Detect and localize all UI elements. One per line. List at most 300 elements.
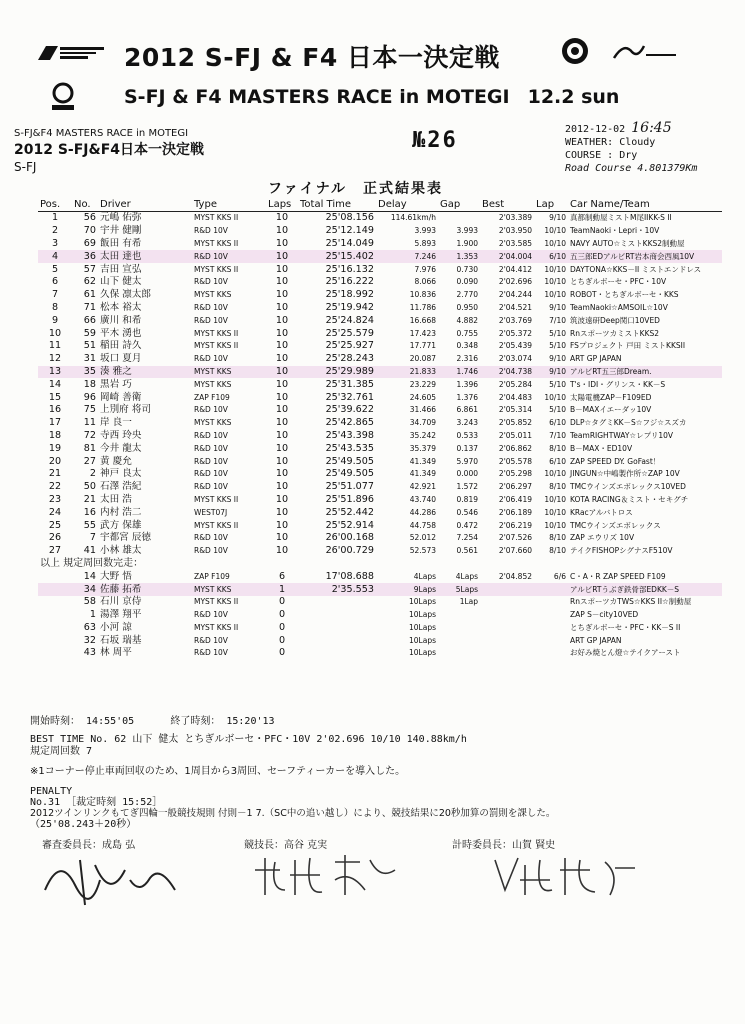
cell-lap: 10/10 [544, 469, 566, 479]
cell-total-time: 25'25.579 [325, 327, 374, 339]
cell-car-team: 真都制動屋ミストM尾IIKK-S II [570, 213, 672, 223]
cell-best: 2'06.862 [498, 443, 532, 453]
cell-pos-empty [38, 596, 72, 609]
cell-car-team: 太陽電機ZAP－F109ED [570, 392, 652, 402]
cell-total-time: 25'31.385 [325, 378, 374, 390]
table-row [38, 353, 722, 366]
cell-laps: 10 [275, 442, 289, 454]
cell-lap: 10/10 [544, 507, 566, 517]
cell-no: 43 [83, 647, 96, 659]
cell-lap [534, 622, 568, 635]
cell-driver: 宇都宮 辰徳 [100, 532, 152, 544]
cell-car-team: KOTA RACING＆ミスト・セキグチ [570, 494, 689, 504]
cell-delay: 42.921 [409, 482, 436, 492]
results-table [38, 198, 722, 660]
cell-best: 2'07.660 [498, 546, 532, 556]
cell-total-time: 25'42.865 [325, 417, 374, 429]
cell-lap: 10/10 [544, 392, 566, 402]
cell-driver: 石坂 瑞基 [100, 634, 142, 646]
table-row [38, 327, 722, 340]
table-row-nc [38, 634, 722, 647]
penalty-line1: No.31 ［裁定時刻 15:52］ [30, 797, 163, 808]
cell-driver: 廣川 和希 [100, 314, 142, 326]
cell-type: MYST KKS II [194, 597, 239, 607]
cell-type: R&D 10V [194, 546, 228, 556]
cell-pos: 8 [51, 301, 59, 313]
cell-lap [534, 583, 568, 596]
cell-delay: 31.466 [409, 405, 436, 415]
cell-laps: 10 [275, 263, 289, 275]
table-row [38, 506, 722, 519]
cell-lap [534, 647, 568, 660]
col-gap: Gap [438, 198, 480, 212]
table-row [38, 442, 722, 455]
cell-lap: 10/10 [544, 264, 566, 274]
cell-driver: 今井 龍太 [100, 442, 142, 454]
cell-no: 36 [72, 250, 98, 263]
end-label: 終了時刻： [170, 716, 221, 727]
cell-type: MYST KKS [194, 418, 232, 428]
cell-total-time: 25'39.622 [325, 404, 374, 416]
cell-pos: 21 [48, 468, 62, 480]
cell-total-time: 25'43.398 [325, 429, 374, 441]
cell-laps: 10 [275, 225, 289, 237]
cell-car-team: FSプロジェクト 戸田 ミストKKSII [570, 341, 686, 351]
table-row-nc [38, 647, 722, 660]
cell-gap: 1Lap [459, 597, 478, 607]
cell-gap: 1.376 [456, 392, 478, 402]
cell-best: 2'04.852 [498, 571, 532, 581]
info-time-handwritten: 16:45 [631, 120, 672, 136]
cell-best: 2'05.372 [498, 328, 532, 338]
table-row [38, 212, 722, 225]
cell-lap: 10/10 [544, 277, 566, 287]
safety-car-note: ※1コーナー停止車両回収のため、1周目から3周回、セーフティーカーを導入した。 [30, 766, 406, 777]
cell-pos: 6 [51, 276, 59, 288]
cell-total-time: 26'00.168 [325, 532, 374, 544]
cell-no: 32 [83, 634, 96, 646]
cell-best [480, 634, 534, 647]
cell-type: R&D 10V [194, 277, 228, 287]
col-delay: Delay [376, 198, 438, 212]
col-pos: Pos. [38, 198, 72, 212]
mosc-logo [610, 40, 680, 62]
cell-lap: 6/6 [553, 571, 566, 581]
cell-laps: 10 [275, 404, 289, 416]
cell-type: MYST KKS II [194, 622, 239, 632]
cell-lap: 5/10 [549, 405, 566, 415]
cell-laps: 10 [275, 301, 289, 313]
col-type: Type [192, 198, 266, 212]
cell-gap: 0.137 [456, 443, 478, 453]
cell-pos: 14 [48, 378, 62, 390]
cell-pos: 16 [48, 404, 62, 416]
cell-gap: 6.861 [456, 405, 478, 415]
cell-best: 2'03.074 [498, 354, 532, 364]
cell-type: MYST KKS [194, 290, 232, 300]
penalty-title: PENALTY [30, 786, 73, 797]
table-row [38, 545, 722, 558]
cell-gap: 0.950 [456, 302, 478, 312]
cell-laps: 10 [275, 506, 289, 518]
road-course: Road Course 4.801379Km [565, 163, 698, 174]
cell-driver: 寺西 玲央 [100, 429, 142, 441]
cell-car-team: 筑波遠研Deep関口10VED [570, 315, 660, 325]
cell-delay: 4Laps [413, 571, 436, 581]
class-label: S-FJ [14, 160, 37, 174]
cell-car-team: DLP☆タグミKK－S☆フジ☆スズカ [570, 418, 687, 428]
cell-car-team: テイクFISHOPシグナスF510V [570, 546, 673, 556]
cell-lap: 7/10 [549, 315, 566, 325]
timer-label: 計時委員長：山賀 賢史 [452, 840, 556, 851]
cell-no: 75 [83, 404, 96, 416]
cell-laps: 6 [278, 570, 286, 582]
cell-car-team: ART GP JAPAN [570, 635, 622, 645]
cell-car-team: JINGUN☆中嶋製作所☆ZAP 10V [570, 469, 680, 479]
table-row [38, 289, 722, 302]
cell-no: 96 [83, 391, 96, 403]
cell-lap: 10/10 [544, 520, 566, 530]
cell-laps: 10 [275, 314, 289, 326]
cell-gap [438, 634, 480, 647]
cell-gap: 7.254 [456, 533, 478, 543]
cell-type: R&D 10V [194, 482, 228, 492]
cell-no: 59 [83, 327, 96, 339]
cell-total-time: 25'32.761 [325, 391, 374, 403]
cell-driver: 上別府 将司 [100, 404, 152, 416]
cell-type: R&D 10V [192, 250, 266, 263]
cell-type: MYST KKS [194, 379, 232, 389]
cell-best [480, 622, 534, 635]
cell-delay: 10Laps [409, 610, 436, 620]
cell-gap [438, 622, 480, 635]
cell-gap: 4.882 [456, 315, 478, 325]
cell-car-team: NAVY AUTO☆ミストKKS2制動屋 [570, 238, 685, 248]
cell-no: 50 [83, 481, 96, 493]
cell-type: MYST KKS II [194, 238, 239, 248]
cell-lap: 6/10 [534, 250, 568, 263]
cell-type: MYST KKS [192, 583, 266, 596]
cell-driver: 神戸 良太 [100, 468, 142, 480]
cell-best: 2'06.297 [498, 482, 532, 492]
cell-best: 2'06.219 [498, 520, 532, 530]
cell-lap: 10/10 [544, 226, 566, 236]
cell-delay: 21.833 [376, 366, 438, 379]
cell-lap [534, 634, 568, 647]
cell-driver: 林 周平 [100, 647, 132, 659]
table-row [38, 391, 722, 404]
cell-pos: 2 [51, 225, 59, 237]
cell-laps: 10 [275, 276, 289, 288]
cell-laps: 0 [278, 621, 286, 633]
cell-total-time: 25'12.149 [325, 225, 374, 237]
cell-total-time: 25'18.992 [325, 289, 374, 301]
cell-total-time: 25'16.222 [325, 276, 374, 288]
cell-no: 51 [83, 340, 96, 352]
cell-driver: 吉田 宣弘 [100, 263, 142, 275]
cell-total-time [298, 634, 376, 647]
table-row-nc [38, 596, 722, 609]
cell-laps: 10 [275, 468, 289, 480]
cell-lap [534, 596, 568, 609]
cell-driver: 稲田 詩久 [100, 340, 142, 352]
cell-driver: 坂口 夏月 [100, 353, 142, 365]
cell-laps: 10 [275, 353, 289, 365]
sheet-number: №26 [412, 128, 458, 153]
cell-gap [438, 609, 480, 622]
cell-lap: 6/10 [549, 456, 566, 466]
cell-delay: 11.786 [409, 302, 436, 312]
cell-lap: 9/10 [549, 354, 566, 364]
cell-laps: 0 [278, 634, 286, 646]
cell-car-team: RnスポーツカミストKKS2 [570, 328, 660, 338]
table-row [38, 263, 722, 276]
race-info [565, 122, 697, 175]
weather-value: Cloudy [619, 137, 656, 148]
cell-gap: 1.353 [438, 250, 480, 263]
cell-total-time: 25'29.989 [298, 366, 376, 379]
table-row [38, 532, 722, 545]
cell-laps: 10 [275, 429, 289, 441]
cell-lap: 5/10 [549, 379, 566, 389]
cell-driver: 太田 達也 [98, 250, 192, 263]
end-time: 15:20'13 [226, 716, 275, 727]
cell-type: R&D 10V [194, 456, 228, 466]
col-driver: Driver [98, 198, 192, 212]
cell-best [480, 596, 534, 609]
cell-driver: 武方 保雄 [100, 519, 142, 531]
cell-total-time [298, 609, 376, 622]
judge-label: 審査委員長：成島 弘 [42, 840, 136, 851]
cell-total-time: 25'49.505 [325, 468, 374, 480]
cell-pos: 25 [48, 519, 62, 531]
course-label: COURSE : [565, 150, 614, 161]
cell-car-team: DAYTONA☆KKS－II ミストエンドレス [570, 264, 702, 274]
cell-best: 2'03.950 [498, 226, 532, 236]
cell-laps: 10 [275, 237, 289, 249]
cell-pos: 7 [51, 289, 59, 301]
cell-laps: 10 [275, 481, 289, 493]
cell-total-time [298, 647, 376, 660]
cell-gap: 0.561 [456, 546, 478, 556]
cell-no: 14 [83, 570, 96, 582]
cell-pos: 12 [48, 353, 62, 365]
cell-delay: 23.229 [409, 379, 436, 389]
subtitle-text: S-FJ & F4 MASTERS RACE in MOTEGI [124, 86, 510, 108]
cell-no: 57 [83, 263, 96, 275]
cell-best: 2'04.004 [480, 250, 534, 263]
not-classified-label: 以上 規定周回数完走： [40, 557, 144, 569]
table-row [38, 417, 722, 430]
cell-laps: 10 [275, 493, 289, 505]
best-time: BEST TIME No. 62 山下 健太 とちぎルボーセ・PFC・10V 2'02.696 10/10 140.88km/h [30, 734, 467, 745]
table-row [38, 481, 722, 494]
cell-lap: 7/10 [549, 430, 566, 440]
cell-gap: 0.546 [456, 507, 478, 517]
cell-gap: 3.993 [456, 226, 478, 236]
cell-gap: 3.243 [456, 418, 478, 428]
info-weather-row [565, 136, 697, 149]
cell-best: 2'04.244 [498, 290, 532, 300]
race-date: 12.2 sun [527, 86, 620, 108]
cell-car-team: ROBOT・とちぎルボーセ・KKS [570, 290, 679, 300]
cell-delay: 41.349 [409, 456, 436, 466]
table-row [38, 302, 722, 315]
cell-total-time: 25'14.049 [325, 237, 374, 249]
cell-no: 61 [83, 289, 96, 301]
cell-delay: 16.668 [409, 315, 436, 325]
results-body [38, 212, 722, 660]
col-no: No. [72, 198, 98, 212]
cell-lap: 10/10 [544, 290, 566, 300]
cell-pos: 1 [51, 212, 59, 224]
cell-no: 18 [83, 378, 96, 390]
col-lap: Lap [534, 198, 568, 212]
start-label: 開始時刻： [30, 716, 80, 727]
cell-no: 1 [89, 609, 96, 621]
cell-lap: 6/10 [549, 418, 566, 428]
cell-gap: 1.900 [456, 238, 478, 248]
cell-gap: 0.730 [456, 264, 478, 274]
info-course-row [565, 149, 697, 162]
cell-total-time: 25'52.914 [325, 519, 374, 531]
cell-lap: 8/10 [549, 546, 566, 556]
cell-no: 58 [83, 596, 96, 608]
cell-pos: 5 [51, 263, 59, 275]
cell-total-time [298, 596, 376, 609]
cell-total-time: 25'16.132 [325, 263, 374, 275]
cell-pos: 18 [48, 429, 62, 441]
cell-laps: 0 [278, 596, 286, 608]
cell-no: 70 [83, 225, 96, 237]
cell-car-team: とちぎルボーセ・PFC・10V [570, 277, 667, 287]
cell-total-time [298, 622, 376, 635]
super-championship-logo [36, 42, 106, 64]
cell-no: 69 [83, 237, 96, 249]
cell-type: MYST KKS II [194, 328, 239, 338]
cell-driver: 黒岩 巧 [100, 378, 132, 390]
cell-type: ZAP F109 [194, 571, 230, 581]
cell-laps: 10 [275, 212, 289, 224]
cell-no: 72 [83, 429, 96, 441]
cell-delay: 35.379 [409, 443, 436, 453]
cell-delay: 24.605 [409, 392, 436, 402]
cell-type: MYST KKS II [194, 494, 239, 504]
cell-laps: 10 [266, 250, 298, 263]
cell-best: 2'05.284 [498, 379, 532, 389]
cell-car-team: B－MAXイエーダッ10V [570, 405, 652, 415]
cell-no: 11 [83, 417, 96, 429]
cell-delay: 10Laps [409, 622, 436, 632]
cell-delay: 5.893 [414, 238, 436, 248]
cell-type: R&D 10V [194, 354, 228, 364]
cell-laps: 1 [266, 583, 298, 596]
cell-delay: 10.836 [409, 290, 436, 300]
cell-gap: 0.472 [456, 520, 478, 530]
table-row [38, 366, 722, 379]
cell-gap: 2.770 [456, 290, 478, 300]
cell-car-team: B－MAX・ED10V [570, 443, 633, 453]
cell-total-time: 25'51.896 [325, 493, 374, 505]
cell-gap: 5Laps [438, 583, 480, 596]
cell-gap: 5.970 [456, 456, 478, 466]
cell-laps: 0 [278, 647, 286, 659]
cell-car-team: アルビRTうぶぎ鉄骨部EDKK－S [568, 583, 722, 596]
cell-best: 2'05.439 [498, 341, 532, 351]
cell-car-team: TeamNaoki☆AMSOIL☆10V [570, 302, 668, 312]
cell-best: 2'04.521 [498, 302, 532, 312]
cell-gap [438, 212, 480, 225]
cell-laps: 10 [275, 417, 289, 429]
cell-total-time: 25'49.505 [325, 455, 374, 467]
cell-car-team: TeamRIGHTWAY☆レプリ10V [570, 430, 674, 440]
cell-total-time: 25'28.243 [325, 353, 374, 365]
cell-pos: 22 [48, 481, 62, 493]
cell-delay: 10Laps [409, 635, 436, 645]
cell-delay: 44.758 [409, 520, 436, 530]
cell-lap: 10/10 [544, 494, 566, 504]
cell-type: R&D 10V [194, 469, 228, 479]
table-row [38, 238, 722, 251]
cell-total-time: 25'43.535 [325, 442, 374, 454]
cell-no: 56 [83, 212, 96, 224]
penalty-line2: 2012ツインリンクもてぎ四輪一般競技規則 付則－1 7.（SC中の追い越し）により、競技結果に20秒加算の罰則を課した。 [30, 808, 556, 819]
cell-pos-empty [38, 647, 72, 660]
cell-delay: 35.242 [409, 430, 436, 440]
cell-car-team: ZAP SPEED DY. GoFast！ [570, 456, 661, 466]
cell-laps: 10 [275, 340, 289, 352]
cell-laps: 10 [266, 366, 298, 379]
cell-no: 71 [83, 301, 96, 313]
cell-no: 2 [89, 468, 96, 480]
cell-gap: 1.396 [456, 379, 478, 389]
cell-type: R&D 10V [194, 610, 228, 620]
info-date: 2012-12-02 [565, 124, 626, 135]
cell-type: MYST KKS II [194, 341, 239, 351]
weather-label: WEATHER: [565, 137, 614, 148]
cell-lap: 5/10 [549, 328, 566, 338]
table-row [38, 340, 722, 353]
cell-delay: 41.349 [409, 469, 436, 479]
cell-type: MYST KKS II [194, 520, 239, 530]
cell-best: 2'03.585 [498, 238, 532, 248]
cell-type: R&D 10V [194, 315, 228, 325]
cell-driver: 大野 悟 [100, 570, 132, 582]
cell-car-team: 五三郎EDアルビRT岩本商会西風10V [568, 250, 722, 263]
cell-delay: 10Laps [409, 648, 436, 658]
cell-total-time: 25'08.156 [325, 212, 374, 224]
start-time: 14:55'05 [86, 716, 135, 727]
cell-pos: 26 [48, 532, 62, 544]
cell-driver: 岡崎 善衛 [100, 391, 142, 403]
col-car-team: Car Name/Team [568, 198, 722, 212]
cell-total-time: 26'00.729 [325, 545, 374, 557]
table-row [38, 225, 722, 238]
table-row [38, 455, 722, 468]
cell-laps: 10 [275, 519, 289, 531]
cell-delay: 44.286 [409, 507, 436, 517]
cell-gap: 4Laps [455, 571, 478, 581]
cell-driver: 湊 雅之 [98, 366, 192, 379]
cell-laps: 10 [275, 391, 289, 403]
cell-driver: 黄 慶允 [100, 455, 132, 467]
cell-driver: 石川 京侍 [100, 596, 142, 608]
cell-pos: 4 [38, 250, 72, 263]
table-row [38, 378, 722, 391]
cell-delay: 34.709 [409, 418, 436, 428]
table-row [38, 494, 722, 507]
cell-best [480, 609, 534, 622]
